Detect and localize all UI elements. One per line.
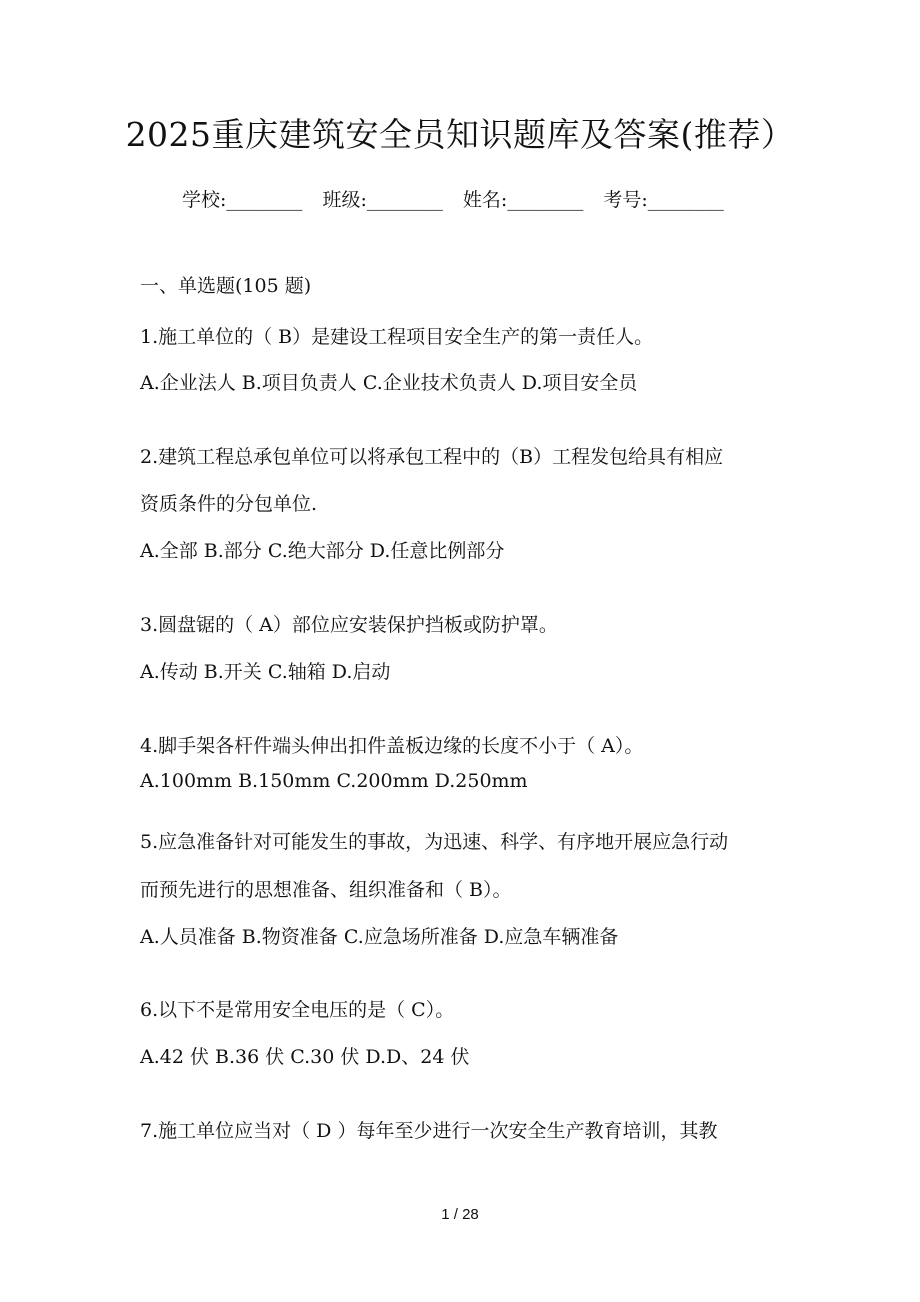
question-2-options: A.全部 B.部分 C.绝大部分 D.任意比例部分 <box>140 540 505 562</box>
question-2-text: 2.建筑工程总承包单位可以将承包工程中的（B）工程发包给具有相应 <box>140 446 724 468</box>
question-2-text-cont: 资质条件的分包单位. <box>140 493 318 515</box>
class-field <box>322 189 442 211</box>
student-info-row <box>182 185 738 215</box>
question-3-options: A.传动 B.开关 C.轴箱 D.启动 <box>140 661 391 683</box>
class-blank: ________ <box>366 189 443 211</box>
question-6-options: A.42 伏 B.36 伏 C.30 伏 D.D、24 伏 <box>140 1046 470 1068</box>
school-label: 学校: <box>182 189 227 211</box>
school-field <box>182 189 302 211</box>
exam-number-blank: ________ <box>647 189 724 211</box>
question-4-options: A.100mm B.150mm C.200mm D.250mm <box>140 770 528 792</box>
exam-number-field <box>603 189 723 211</box>
name-blank: ________ <box>507 189 584 211</box>
document-title: 2025重庆建筑安全员知识题库及答案(推荐） <box>125 115 795 154</box>
page-indicator: 1 / 28 <box>441 1206 479 1223</box>
question-5-text: 5.应急准备针对可能发生的事故，为迅速、科学、有序地开展应急行动 <box>140 831 729 853</box>
name-field <box>463 189 583 211</box>
question-5-options: A.人员准备 B.物资准备 C.应急场所准备 D.应急车辆准备 <box>140 926 619 948</box>
question-5-text-cont: 而预先进行的思想准备、组织准备和（ B）。 <box>140 879 512 901</box>
question-6-text: 6.以下不是常用安全电压的是（ C）。 <box>140 999 455 1021</box>
section-heading: 一、单选题(105 题) <box>140 275 312 297</box>
question-4-text: 4.脚手架各杆件端头伸出扣件盖板边缘的长度不小于（ A）。 <box>140 735 644 757</box>
exam-number-label: 考号: <box>603 189 648 211</box>
question-1-options: A.企业法人 B.项目负责人 C.企业技术负责人 D.项目安全员 <box>140 372 638 394</box>
school-blank: ________ <box>226 189 303 211</box>
name-label: 姓名: <box>462 189 508 211</box>
question-1-text: 1.施工单位的（ B）是建设工程项目安全生产的第一责任人。 <box>140 326 654 348</box>
question-7-text: 7.施工单位应当对（ D ）每年至少进行一次安全生产教育培训，其教 <box>140 1120 718 1142</box>
question-3-text: 3.圆盘锯的（ A）部位应安装保护挡板或防护罩。 <box>140 614 558 636</box>
class-label: 班级: <box>322 189 367 211</box>
